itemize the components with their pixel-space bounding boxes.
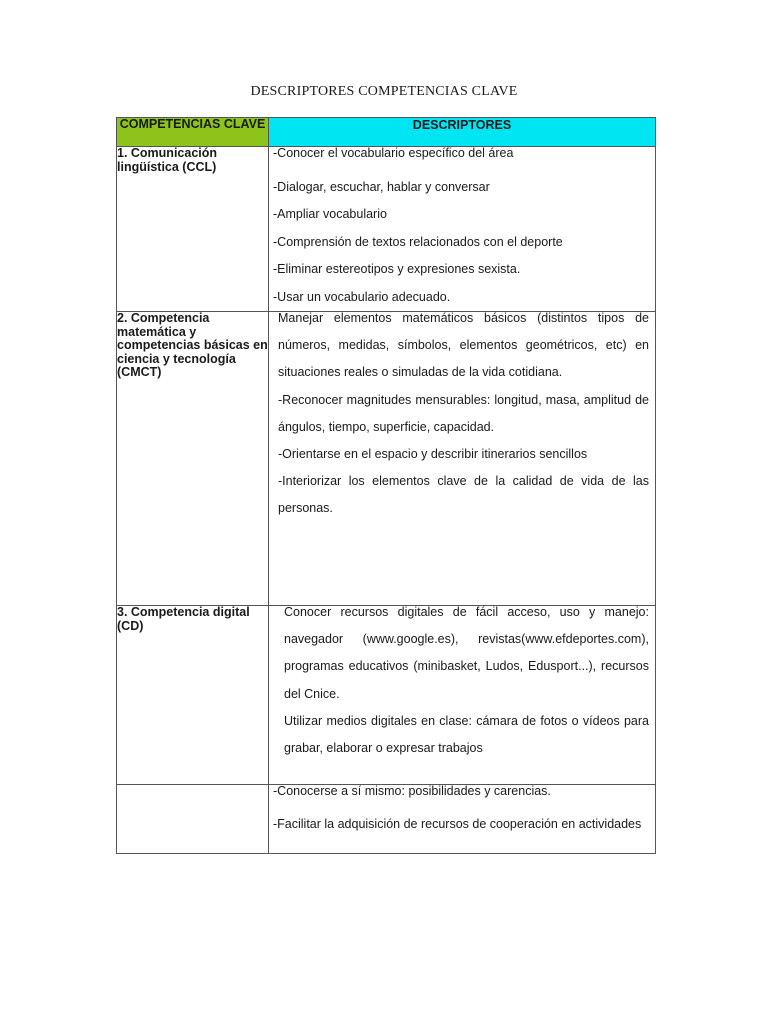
descriptores-cell <box>269 785 656 854</box>
table-row <box>117 606 656 785</box>
table-row <box>117 312 656 606</box>
descriptor-item: -Ampliar vocabulario <box>273 207 387 222</box>
descriptor-item: -Usar un vocabulario adecuado. <box>273 289 451 304</box>
competencia-name: 2. Competencia matemática y competencias básicas en ciencia y tecnología (CMCT) <box>117 312 269 606</box>
descriptor-item: -Facilitar la adquisición de recursos de cooperación en actividades <box>273 817 642 832</box>
descriptor-item: -Conocer el vocabulario específico del área <box>273 146 514 160</box>
table-row <box>117 147 656 312</box>
descriptor-item: -Comprensión de textos relacionados con el deporte <box>273 234 563 249</box>
descriptor-item: -Eliminar estereotipos y expresiones sexista. <box>273 262 521 277</box>
descriptor-item: Manejar elementos matemáticos básicos (distintos tipos de números, medidas, símbolos, elementos geométricos, etc) en situaciones reales o simuladas de la vida cotidiana. <box>278 311 649 380</box>
competencia-name <box>117 785 269 854</box>
descriptor-item: -Conocerse a sí mismo: posibilidades y carencias. <box>273 784 551 799</box>
header-descriptores: DESCRIPTORES <box>269 118 656 147</box>
descriptor-item: Conocer recursos digitales de fácil acceso, uso y manejo: navegador (www.google.es), revistas(www.efdeportes.com), programas educativos (minibasket, Ludos, Edusport...), recursos del Cnice. <box>284 605 649 701</box>
descriptor-item: Utilizar medios digitales en clase: cámara de fotos o vídeos para grabar, elaborar o expresar trabajos <box>284 713 649 756</box>
descriptores-cell <box>269 606 656 785</box>
competencia-name: 1. Comunicación lingüística (CCL) <box>117 147 269 312</box>
descriptor-item: -Dialogar, escuchar, hablar y conversar <box>273 180 490 194</box>
header-competencias-clave: COMPETENCIAS CLAVE <box>117 118 269 147</box>
competencia-name: 3. Competencia digital (CD) <box>117 606 269 785</box>
document-title: DESCRIPTORES COMPETENCIAS CLAVE <box>250 84 518 99</box>
descriptor-item: -Orientarse en el espacio y describir itinerarios sencillos <box>278 447 588 462</box>
descriptores-cell <box>269 312 656 606</box>
descriptor-item: -Interiorizar los elementos clave de la calidad de vida de las personas. <box>278 474 649 516</box>
table-header-row <box>117 118 656 147</box>
descriptores-cell <box>269 147 656 312</box>
descriptor-item: -Reconocer magnitudes mensurables: longitud, masa, amplitud de ángulos, tiempo, superficie, capacidad. <box>278 392 649 434</box>
table-row <box>117 785 656 854</box>
competencias-table <box>116 117 656 854</box>
